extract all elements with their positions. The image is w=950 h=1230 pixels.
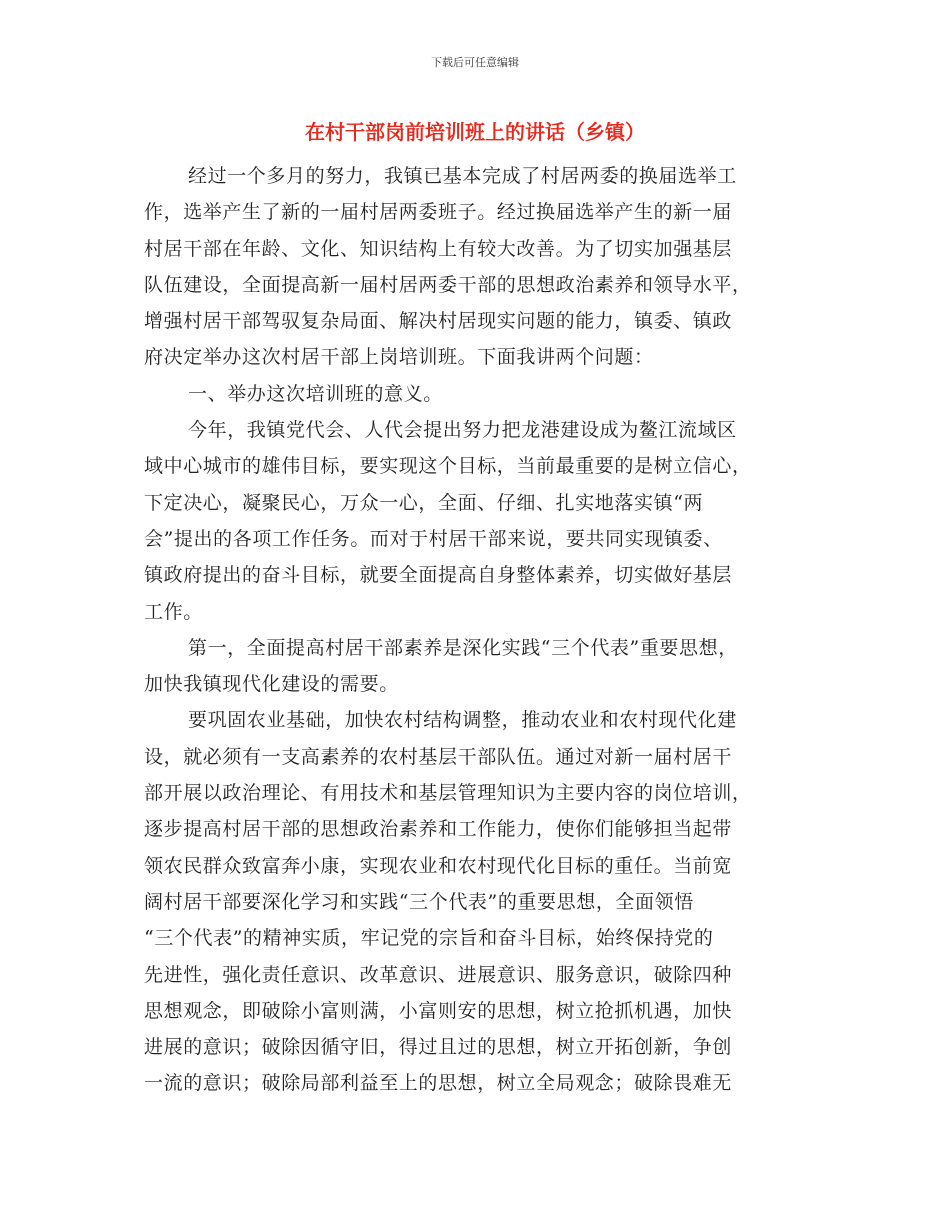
body-line: “三个代表”的精神实质，牢记党的宗旨和奋斗目标，始终保持党的 [144, 927, 714, 950]
body-line: 思想观念，即破除小富则满，小富则安的思想，树立抢抓机遇，加快 [144, 999, 733, 1022]
body-line: 镇政府提出的奋斗目标，就要全面提高自身整体素养，切实做好基层 [144, 564, 733, 587]
body-line: 会”提出的各项工作任务。而对于村居干部来说，要共同实现镇委、 [144, 527, 723, 550]
body-line: 今年，我镇党代会、人代会提出努力把龙港建设成为鳌江流域区 [188, 419, 737, 442]
body-line: 增强村居干部驾驭复杂局面、解决村居现实问题的能力，镇委、镇政 [144, 310, 733, 333]
body-line: 领农民群众致富奔小康，实现农业和农村现代化目标的重任。当前宽 [144, 854, 733, 877]
body-line: 府决定举办这次村居干部上岗培训班。下面我讲两个问题： [144, 346, 654, 369]
body-line: 下定决心，凝聚民心，万众一心，全面、仔细、扎实地落实镇“两 [144, 491, 704, 514]
body-line: 村居干部在年龄、文化、知识结构上有较大改善。为了切实加强基层 [144, 237, 733, 260]
body-line: 阔村居干部要深化学习和实践“三个代表”的重要思想，全面领悟 [144, 890, 694, 913]
body-line: 进展的意识；破除因循守旧，得过且过的思想，树立开拓创新，争创 [144, 1036, 733, 1059]
body-line: 域中心城市的雄伟目标，要实现这个目标，当前最重要的是树立信心， [144, 455, 752, 478]
body-line: 作，选举产生了新的一届村居两委班子。经过换届选举产生的新一届 [144, 201, 733, 224]
document-title: 在村干部岗前培训班上的讲话（乡镇） [305, 120, 645, 144]
body-line: 先进性，强化责任意识、改革意识、进展意识、服务意识，破除四种 [144, 963, 733, 986]
body-line: 加快我镇现代化建设的需要。 [144, 673, 399, 696]
body-line: 经过一个多月的努力，我镇已基本完成了村居两委的换届选举工 [188, 165, 737, 187]
body-line: 要巩固农业基础，加快农村结构调整，推动农业和农村现代化建 [188, 709, 737, 732]
body-line: 一、举办这次培训班的意义。 [188, 382, 443, 405]
body-line: 队伍建设，全面提高新一届村居两委干部的思想政治素养和领导水平， [144, 273, 752, 296]
body-line: 设，就必须有一支高素养的农村基层干部队伍。通过对新一届村居干 [144, 745, 733, 768]
body-line: 一流的意识；破除局部利益至上的思想，树立全局观念；破除畏难无 [144, 1072, 733, 1095]
body-line: 部开展以政治理论、有用技术和基层管理知识为主要内容的岗位培训， [144, 782, 752, 805]
body-line: 逐步提高村居干部的思想政治素养和工作能力，使你们能够担当起带 [144, 818, 733, 841]
body-line: 第一，全面提高村居干部素养是深化实践“三个代表”重要思想， [188, 636, 738, 659]
body-line: 工作。 [144, 600, 203, 623]
document-body [144, 158, 804, 1102]
header-note: 下载后可任意编辑 [431, 56, 519, 69]
